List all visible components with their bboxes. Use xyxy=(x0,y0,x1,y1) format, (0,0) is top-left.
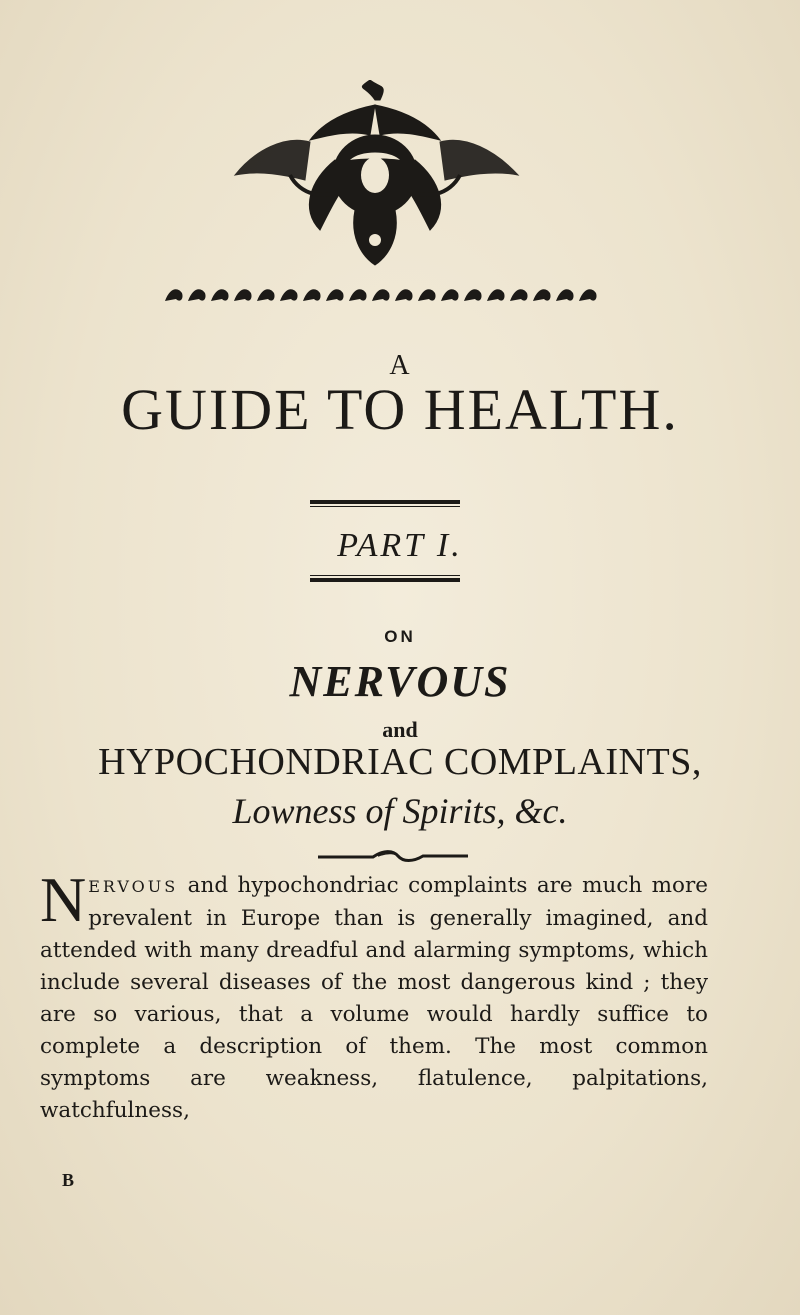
hypochondriac-heading: HYPOCHONDRIAC COMPLAINTS, xyxy=(98,741,702,783)
first-word-smallcaps: ERVOUS xyxy=(88,877,179,896)
body-paragraph xyxy=(40,864,708,1127)
drop-cap: N xyxy=(40,864,87,935)
on-label: ON xyxy=(384,627,416,646)
ornament-rule-icon xyxy=(160,283,610,305)
lowness-subtitle: Lowness of Spirits, &c. xyxy=(232,791,568,831)
floral-ornament-icon xyxy=(230,80,520,270)
flourish-icon xyxy=(318,848,468,864)
signature-mark: B xyxy=(62,1170,75,1190)
rule-below-part xyxy=(310,575,460,582)
and-label: and xyxy=(382,717,418,742)
nervous-heading: NERVOUS xyxy=(289,657,511,706)
page-title: GUIDE TO HEALTH. xyxy=(121,377,679,442)
part-heading: PART I. xyxy=(337,527,463,564)
body-text: and hypochondriac complaints are much more prevalent in Europe than is generally imagined, and attended with many dreadful and alarming symptoms, which include several diseases of the most dangerous kind ; they are so various, that a volume would hardly suffice to complete a description of them. The most common symptoms are weakness, flatulence, palpitations, watchfulness, xyxy=(40,873,708,1123)
rule-above-part xyxy=(310,500,460,507)
title-article: A xyxy=(389,350,411,381)
